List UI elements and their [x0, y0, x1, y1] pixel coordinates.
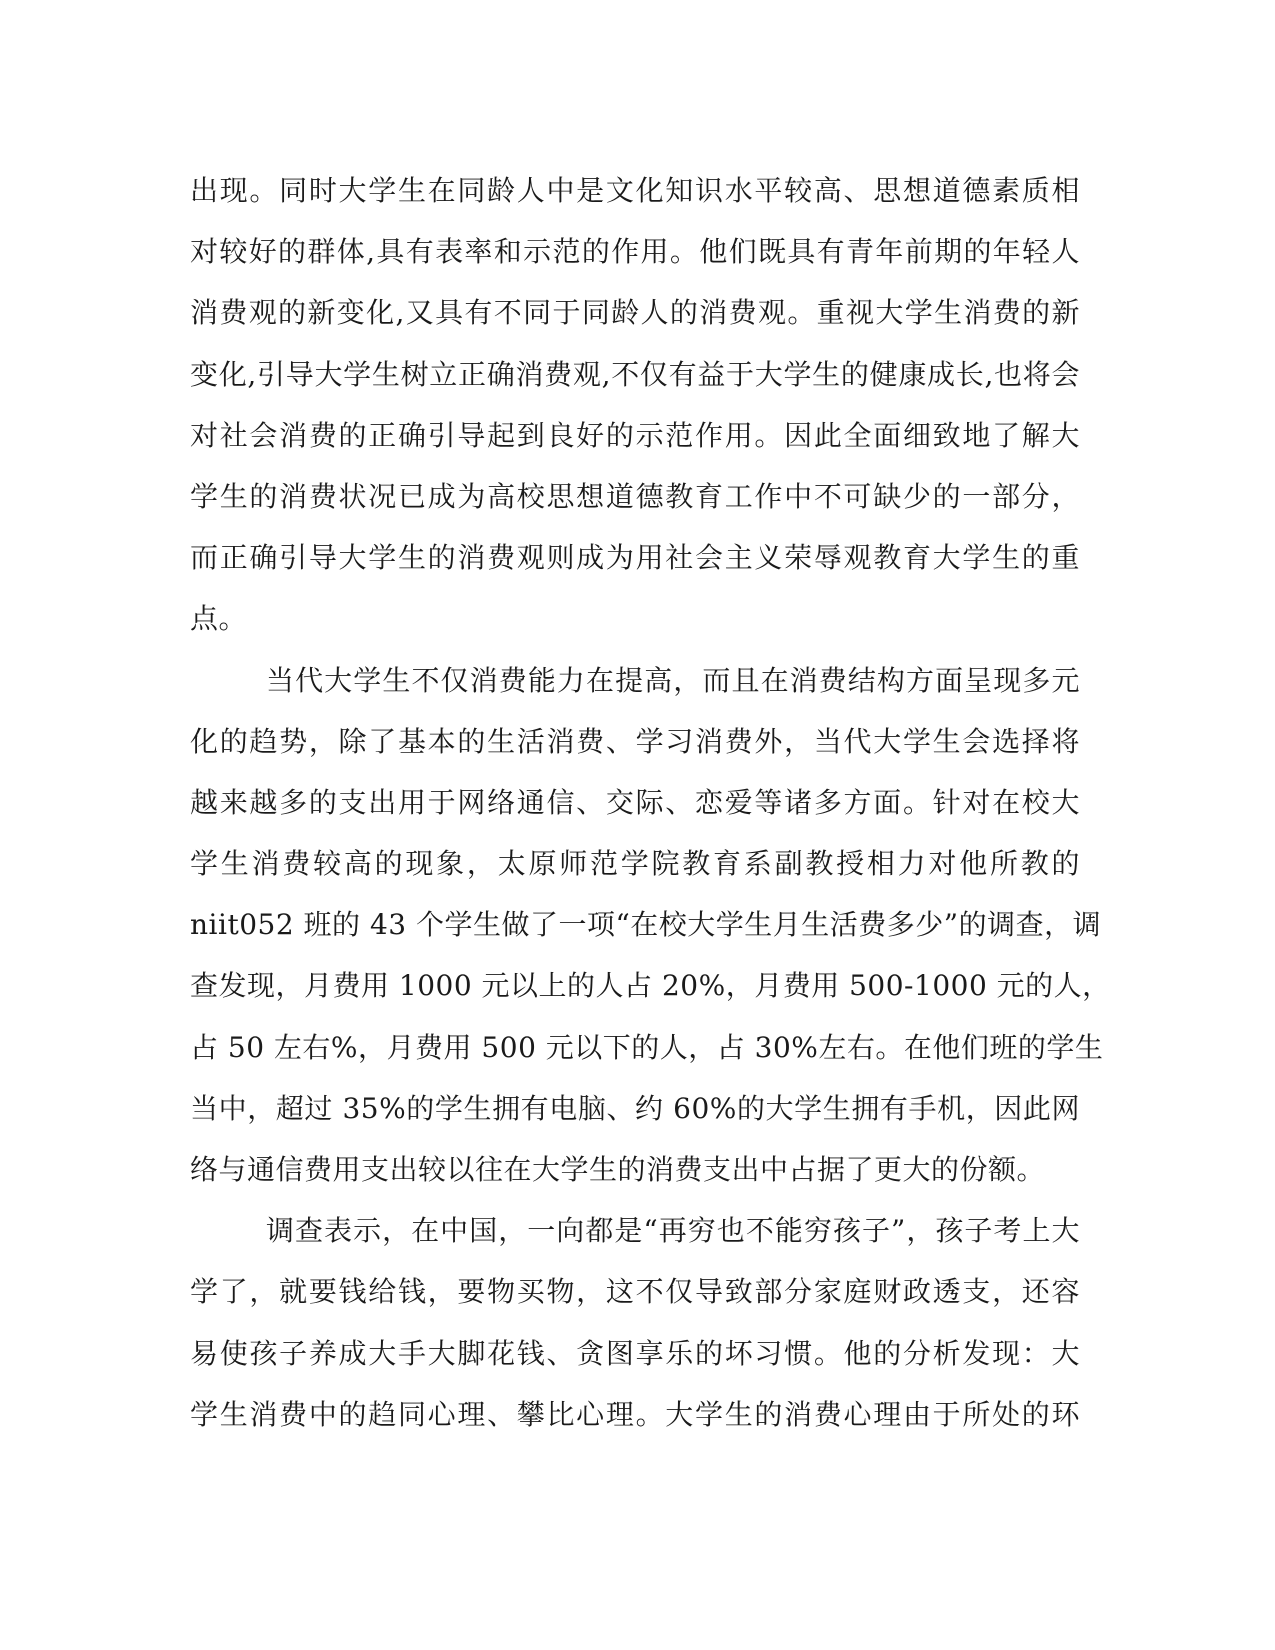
text-line: 对较好的群体,具有表率和示范的作用。他们既具有青年前期的年轻人: [190, 235, 1080, 269]
text-line: 出现。同时大学生在同龄人中是文化知识水平较高、思想道德素质相: [190, 174, 1080, 207]
text-line: 当中，超过 35%的学生拥有电脑、约 60%的大学生拥有手机，因此网: [190, 1091, 1080, 1125]
text-line: 络与通信费用支出较以往在大学生的消费支出中占据了更大的份额。: [190, 1153, 1046, 1186]
text-line: 学生消费较高的现象，太原师范学院教育系副教授相力对他所教的: [190, 847, 1080, 881]
text-line: 学生的消费状况已成为高校思想道德教育工作中不可缺少的一部分，: [190, 479, 1080, 513]
text-line: 查发现，月费用 1000 元以上的人占 20%，月费用 500-1000 元的人，: [190, 969, 1111, 1003]
text-line: 对社会消费的正确引导起到良好的示范作用。因此全面细致地了解大: [190, 418, 1080, 452]
text-line: 学了，就要钱给钱，要物买物，这不仅导致部分家庭财政透支，还容: [190, 1275, 1080, 1309]
text-line: 易使孩子养成大手大脚花钱、贪图享乐的坏习惯。他的分析发现：大: [190, 1336, 1080, 1370]
paragraph-first-line: 调查表示，在中国，一向都是“再穷也不能穷孩子”，孩子考上大: [266, 1214, 1080, 1248]
text-line: 化的趋势，除了基本的生活消费、学习消费外，当代大学生会选择将: [190, 724, 1080, 758]
text-line: 学生消费中的趋同心理、攀比心理。大学生的消费心理由于所处的环: [190, 1397, 1080, 1431]
text-line: 点。: [190, 602, 248, 636]
text-line: 占 50 左右%，月费用 500 元以下的人，占 30%左右。在他们班的学生: [190, 1030, 1104, 1064]
text-line: 变化,引导大学生树立正确消费观,不仅有益于大学生的健康成长,也将会: [190, 357, 1080, 391]
text-line: 而正确引导大学生的消费观则成为用社会主义荣辱观教育大学生的重: [190, 541, 1080, 575]
text-line: niit052 班的 43 个学生做了一项“在校大学生月生活费多少”的调查，调: [190, 908, 1102, 942]
document-body: [190, 160, 1111, 1445]
text-line: 消费观的新变化,又具有不同于同龄人的消费观。重视大学生消费的新: [190, 296, 1080, 330]
text-line: 越来越多的支出用于网络通信、交际、恋爱等诸多方面。针对在校大: [190, 785, 1080, 819]
paragraph-first-line: 当代大学生不仅消费能力在提高，而且在消费结构方面呈现多元: [266, 663, 1080, 697]
